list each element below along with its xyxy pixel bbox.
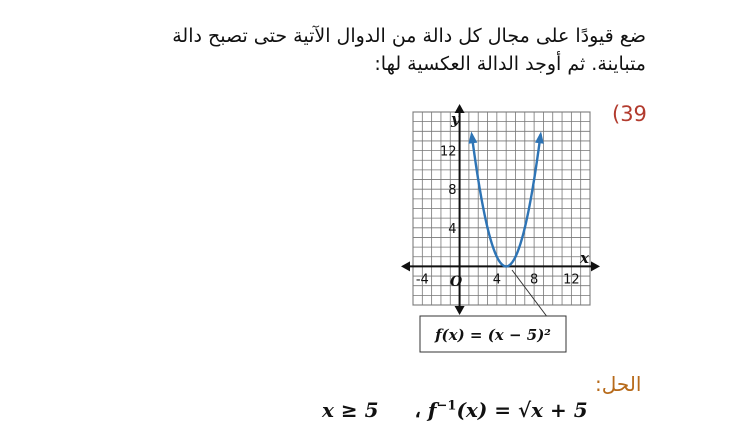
separator: ، xyxy=(414,398,421,422)
y-tick-label: 8 xyxy=(448,183,457,199)
instruction-line-2: متباينة. ثم أوجد الدالة العكسية لها: xyxy=(374,53,646,75)
answer-line xyxy=(322,398,588,422)
solution-label: الحل: xyxy=(595,372,642,396)
problem-number: (39 xyxy=(612,102,647,126)
y-tick-label: 12 xyxy=(440,144,457,160)
inverse-exponent: −1 xyxy=(436,398,457,414)
x-axis-arrow-right xyxy=(591,261,600,271)
x-tick-label: 8 xyxy=(529,272,539,288)
x-tick-label: 4 xyxy=(492,272,501,288)
x-axis-arrow-left xyxy=(401,261,410,271)
y-axis-label: y xyxy=(451,110,460,128)
y-tick-label: 4 xyxy=(448,221,457,237)
origin-label: O xyxy=(450,274,463,290)
inverse-function-expression: (x) = √x + 5 xyxy=(456,398,588,422)
inverse-function-name: f xyxy=(427,398,437,422)
x-tick-label: 12 xyxy=(563,272,580,288)
instruction-line-1: ضع قيودًا على مجال كل دالة من الدوال الآتية حتى تصبح دالة xyxy=(172,25,646,47)
x-tick-label: -4 xyxy=(415,272,429,288)
function-label: f(x) = (x − 5)² xyxy=(435,326,551,344)
y-axis-arrow-down xyxy=(455,306,465,315)
x-axis-label: x xyxy=(580,249,589,267)
domain-restriction: x ≥ 5 xyxy=(322,398,379,422)
